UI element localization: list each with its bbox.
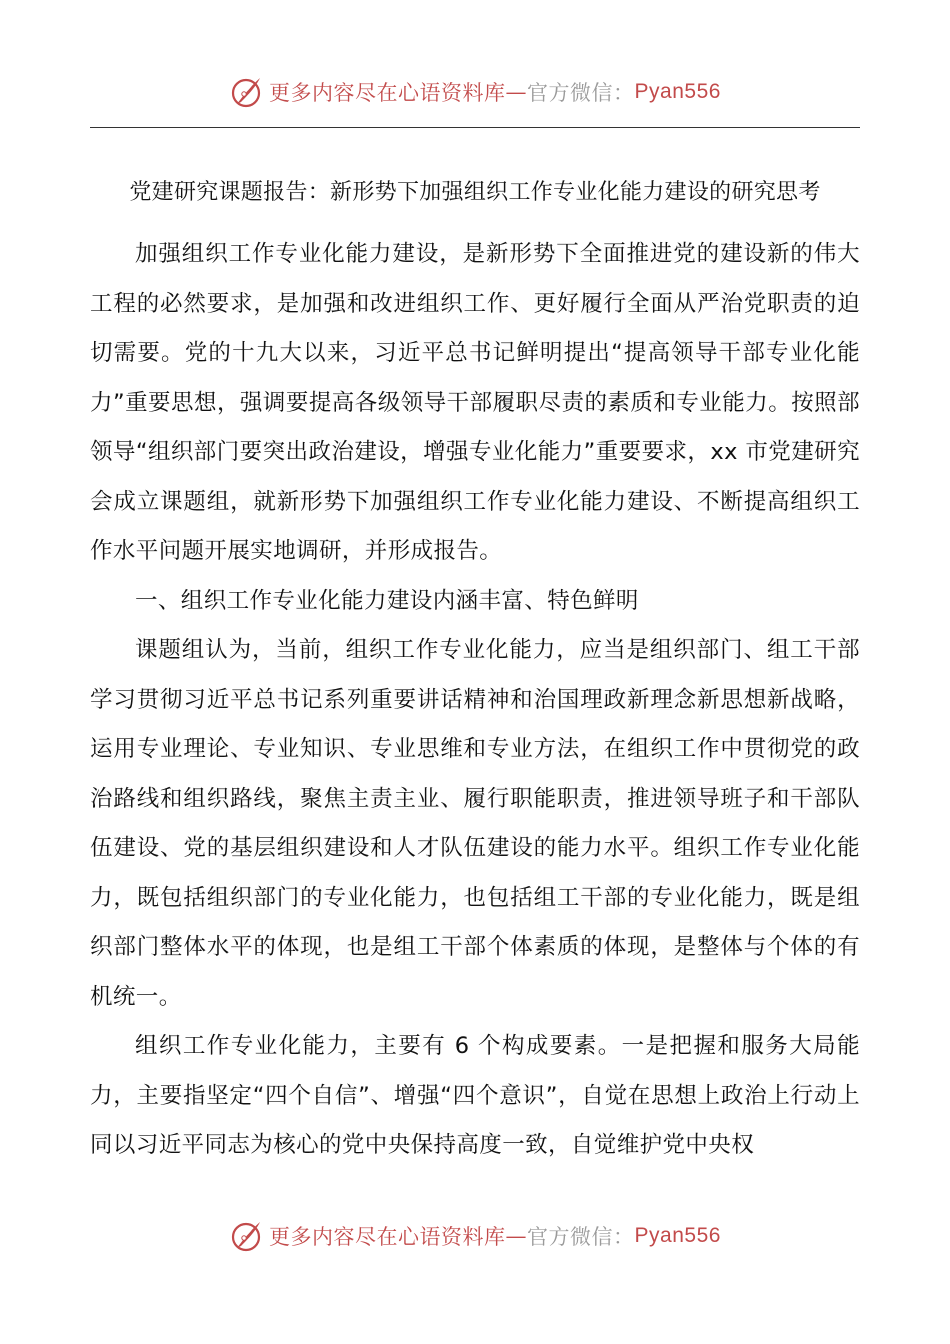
header-divider xyxy=(90,127,860,128)
quill-logo-icon xyxy=(229,1218,265,1254)
banner-wechat-label: 官方微信： xyxy=(527,81,635,105)
section-paragraph: 组织工作专业化能力，主要有 6 个构成要素。一是把握和服务大局能力，主要指坚定“四个自信”、增强“四个意识”，自觉在思想上政治上行动上同以习近平同志为核心的党中央保持高度一致，自觉维护党中央权 xyxy=(90,1033,860,1158)
section-paragraph: 课题组认为，当前，组织工作专业化能力，应当是组织部门、组工干部学习贯彻习近平总书记系列重要讲话精神和治国理政新理念新思想新战略，运用专业理论、专业知识、专业思维和专业方法，在组织工作中贯彻党的政治路线和组织路线，聚焦主责主业、履行职能职责，推进领导班子和干部队伍建设、党的基层组织建设和人才队伍建设的能力水平。组织工作专业化能力，既包括组织部门的专业化能力，也包括组工干部的专业化能力，既是组织部门整体水平的体现，也是组工干部个体素质的体现，是整体与个体的有机统一。 xyxy=(90,637,860,1010)
section-heading: 一、组织工作专业化能力建设内涵丰富、特色鲜明 xyxy=(135,587,639,614)
banner-wechat-label: 官方微信： xyxy=(527,1225,635,1249)
banner-wechat-id: Pyan556 xyxy=(634,1224,721,1247)
banner-dash: — xyxy=(505,80,528,104)
banner-wechat-id: Pyan556 xyxy=(634,80,721,103)
footer-banner xyxy=(0,1214,950,1258)
intro-paragraph: 加强组织工作专业化能力建设，是新形势下全面推进党的建设新的伟大工程的必然要求，是加强和改进组织工作、更好履行全面从严治党职责的迫切需要。党的十九大以来，习近平总书记鲜明提出“提高领导干部专业化能力”重要思想，强调要提高各级领导干部履职尽责的素质和专业能力。按照部领导“组织部门要突出政治建设，增强专业化能力”重要要求，xx 市党建研究会成立课题组，就新形势下加强组织工作专业化能力建设、不断提高组织工作水平问题开展实地调研，并形成报告。 xyxy=(90,241,860,564)
document-title: 党建研究课题报告：新形势下加强组织工作专业化能力建设的研究思考 xyxy=(129,180,821,205)
quill-logo-icon xyxy=(229,74,265,110)
banner-promo-text: 更多内容尽在心语资料库 xyxy=(269,1225,506,1249)
document-body xyxy=(90,168,860,1171)
banner-promo-text: 更多内容尽在心语资料库 xyxy=(269,81,506,105)
banner-dash: — xyxy=(505,1224,528,1248)
header-banner xyxy=(0,70,950,114)
